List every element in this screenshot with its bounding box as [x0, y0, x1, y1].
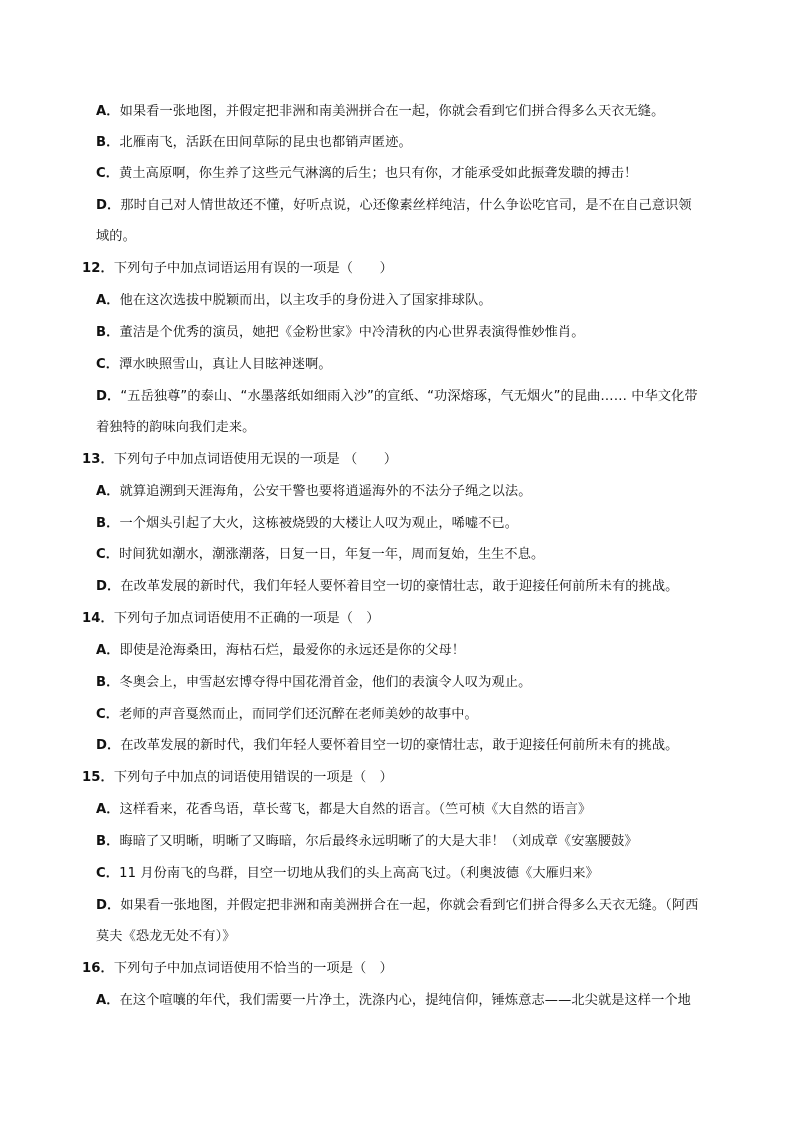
- q11-option-c: C．黄土高原啊，你生养了这些元气淋漓的后生；也只有你，才能承受如此振聋发聩的搏击！: [96, 166, 638, 181]
- q13-option-b: B．一个烟头引起了大火，这栋被烧毁的大楼让人叹为观止，唏嘘不已。: [96, 516, 519, 531]
- q13-option-d: D．在改革发展的新时代，我们年轻人要怀着目空一切的豪情壮志，敢于迎接任何前所未有的挑战。: [96, 579, 679, 594]
- q12-option-a: A．他在这次选拔中脱颖而出，以主攻手的身份进入了国家排球队。: [96, 293, 492, 308]
- q15-option-d: D．如果看一张地图，并假定把非洲和南美洲拼合在一起，你就会看到它们拼合得多么天衣无缝。（阿西: [96, 898, 699, 913]
- q15-option-c: C．11 月份南飞的鸟群，目空一切地从我们的头上高高飞过。（利奥波德《大雁归来》: [96, 866, 599, 881]
- q15-option-d-continuation: 莫夫《恐龙无处不有）》: [96, 929, 236, 944]
- q11-option-a: A．如果看一张地图，并假定把非洲和南美洲拼合在一起，你就会看到它们拼合得多么天衣无缝。: [96, 104, 665, 119]
- q14-option-d: D．在改革发展的新时代，我们年轻人要怀着目空一切的豪情壮志，敢于迎接任何前所未有的挑战。: [96, 738, 679, 753]
- q13-stem: 13．下列句子中加点词语使用无误的一项是 （ ）: [82, 452, 398, 467]
- q14-stem: 14．下列句子加点词语使用不正确的一项是（ ）: [82, 611, 380, 626]
- q13-option-a: A．就算追溯到天涯海角，公安干警也要将逍遥海外的不法分子绳之以法。: [96, 484, 532, 499]
- q15-stem: 15．下列句子中加点的词语使用错误的一项是（ ）: [82, 770, 393, 785]
- q12-option-d: D．“五岳独尊”的泰山、“水墨落纸如细雨入沙”的宣纸、“功深熔琢，气无烟火”的昆曲…… 中华文化带: [96, 389, 698, 404]
- q14-option-b: B．冬奥会上，申雪赵宏博夺得中国花滑首金，他们的表演令人叹为观止。: [96, 675, 532, 690]
- q11-option-d-continuation: 域的。: [96, 229, 136, 244]
- q12-option-b: B．董洁是个优秀的演员，她把《金粉世家》中冷清秋的内心世界表演得惟妙惟肖。: [96, 325, 585, 340]
- q15-option-b: B．晦暗了又明晰，明晰了又晦暗，尔后最终永远明晰了的大是大非！（刘成章《安塞腰鼓》: [96, 834, 638, 849]
- q12-option-d-continuation: 着独特的韵味向我们走来。: [96, 420, 256, 435]
- q13-option-c: C．时间犹如潮水，潮涨潮落，日复一日，年复一年，周而复始，生生不息。: [96, 547, 545, 562]
- q14-option-a: A．即使是沧海桑田，海枯石烂，最爱你的永远还是你的父母！: [96, 643, 466, 658]
- q12-option-c: C．潭水映照雪山，真让人目眩神迷啊。: [96, 357, 332, 372]
- q15-option-a: A．这样看来，花香鸟语，草长莺飞，都是大自然的语言。（竺可桢《大自然的语言》: [96, 802, 592, 817]
- q11-option-b: B．北雁南飞，活跃在田间草际的昆虫也都销声匿迹。: [96, 135, 412, 150]
- q11-option-d: D．那时自己对人情世故还不懂，好听点说，心还像素丝样纯洁，什么争讼吃官司，是不在自己意识领: [96, 198, 692, 213]
- q12-stem: 12．下列句子中加点词语运用有误的一项是（ ）: [82, 261, 393, 276]
- q16-option-a: A．在这个喧嚷的年代，我们需要一片净土，洗涤内心，提纯信仰，锤炼意志——北尖就是这样一个地: [96, 993, 691, 1008]
- q16-stem: 16．下列句子中加点词语使用不恰当的一项是（ ）: [82, 961, 393, 976]
- q14-option-c: C．老师的声音戛然而止，而同学们还沉醉在老师美妙的故事中。: [96, 707, 478, 722]
